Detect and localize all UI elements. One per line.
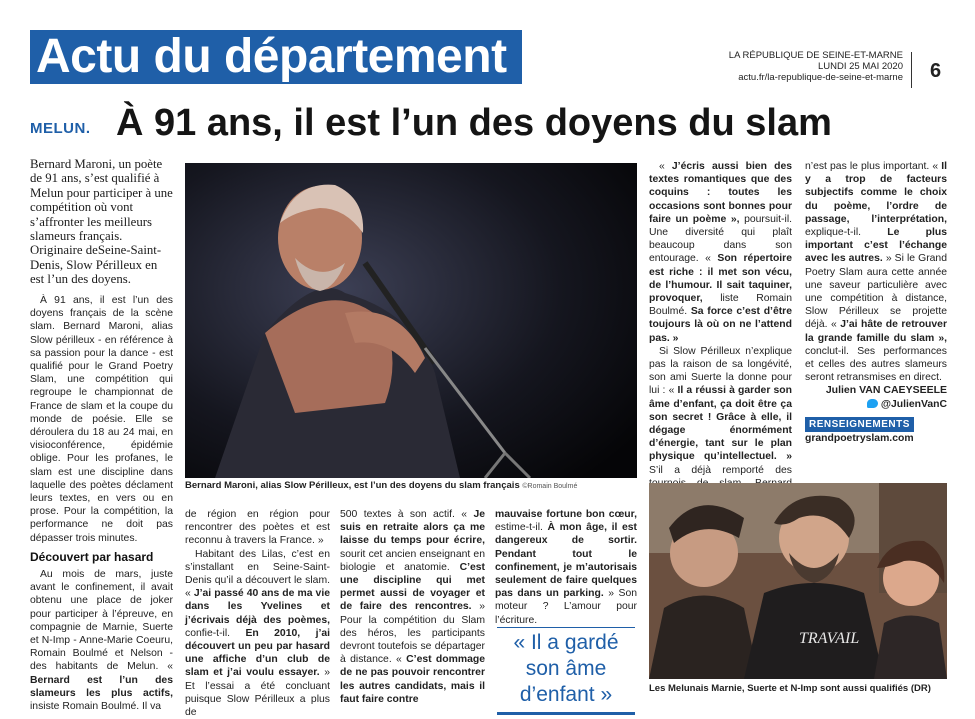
section-title: Actu du département bbox=[36, 30, 507, 83]
header-divider bbox=[911, 52, 912, 88]
slam-performer-image bbox=[185, 163, 637, 478]
subheading: Découvert par hasard bbox=[30, 549, 154, 564]
paragraph: Au mois de mars, juste avant le confinement, il avait obtenu une place de joker pour participer à l’épreuve, en compagnie de Marnie, Suerte et N-Imp - Anne-Marie Coeuru, Romain Boulmé et Nelson - des habitants de Melun. « Bernard est l’un des slameurs les plus actifs, insiste Romain Boulmé. Il va bbox=[30, 569, 173, 713]
group-photo-caption: Les Melunais Marnie, Suerte et N-Imp sont aussi qualifiés (DR) bbox=[649, 683, 931, 694]
paragraph: mauvaise fortune bon cœur, estime-t-il. À mon âge, il est dangereux de sortir. Pendant tout le confinement, je m’autorisais seulement de faire quelques pas dans un parking. » Son moteur ? L’amour pour l’écriture. bbox=[495, 509, 638, 626]
paragraph: 500 textes à son actif. « Je suis en retraite alors ça me laisse du temps pour écrire, sourit cet ancien enseignant en biologie et anatomie. C’est une discipline qui met permet aussi de voyager et de faire des rencontres. » Pour la compétition du Slam des héros, les participants devront toutefois se départager à distance. « C’est dommage de ne pas pouvoir rencontrer les autres candidats, mais il faut faire contre bbox=[340, 509, 486, 705]
paragraph: « J’écris aussi bien des textes romantiques que des coquins : toutes les occasions sont bonnes pour faire un poème », poursuit-il. Une diversité qui plaît beaucoup dans son entourage. « Son répertoire est riche : il met son vécu, de l’humour. Il sait taquiner, provoquer, liste Romain Boulmé. Sa force c’est d’être toujours là où on ne l’attend pas. » bbox=[649, 161, 793, 344]
info-label: RENSEIGNEMENTS bbox=[805, 417, 914, 432]
paragraph: n’est pas le plus important. « Il y a trop de facteurs subjectifs comme le choix du poème, l’ordre de passage, l’interprétation, explique-t-il. Le plus important c’est l’échange avec les autres. » Si le Grand Poetry Slam aura cette année une saveur particulière avec une compétition à distance, Slow Périlleux se projette déjà. « J’ai hâte de retrouver la grande famille du slam », conclut-il. Ses performances et celles des autres slameurs seront retransmises en direct. bbox=[805, 161, 948, 384]
paragraph: de région en région pour rencontrer des poètes et est reconnu à travers la France. » bbox=[185, 509, 330, 547]
column-1 bbox=[30, 294, 173, 713]
masthead bbox=[729, 50, 903, 83]
main-photo bbox=[185, 163, 637, 478]
article-kicker: MELUN. bbox=[30, 120, 91, 137]
author-twitter[interactable]: @JulienVanC bbox=[805, 398, 947, 411]
column-3 bbox=[649, 160, 792, 503]
page-number: 6 bbox=[930, 60, 942, 82]
pull-quote: « Il a gardé son âme d’enfant » bbox=[497, 627, 635, 715]
group-portrait-image bbox=[649, 483, 947, 679]
issue-date: LUNDI 25 MAI 2020 bbox=[817, 61, 903, 72]
photo-credit: ©Romain Boulmé bbox=[522, 483, 578, 490]
shirt-text: TRAVAIL bbox=[799, 630, 860, 647]
column-4 bbox=[805, 160, 947, 445]
twitter-bird-icon bbox=[867, 399, 878, 408]
author-name: Julien VAN CAEYSEELE bbox=[825, 384, 947, 397]
paragraph: Si Slow Périlleux n’explique pas la raison de sa longévité, son ami Suerte la donne pour lui : « Il a réussi à garder son âme d’enfant, ça doit être ça son secret ! Grâce à elle, il dégage énormément d’énergie, tant sur le plan physique qu’intellectuel. » S’il a déjà remporté des bbox=[649, 345, 792, 476]
column-2b bbox=[340, 508, 485, 706]
paragraph: Habitant des Lilas, c’est en s’installant en Seine-Saint-Denis qu’il a découvert le slam. « J’ai passé 40 ans de ma vie dans les Yvelines et j’écrivais déjà des poèmes, confie-t-il. En 2010, j’ai découvert un peu par hasard une affiche d’un club de slam et j’ai voulu essayer. » Et l’essai a été concluant puisque Slow Périlleux a plus de bbox=[185, 548, 331, 719]
group-photo bbox=[649, 483, 947, 679]
info-url[interactable]: grandpoetryslam.com bbox=[805, 433, 914, 445]
info-box bbox=[805, 417, 947, 445]
article-lede: Bernard Maroni, un poète de 91 ans, s’est qualifié à Melun pour participer à une compétition où vont s’affronter les meilleurs slameurs français. Originaire deSeine-Saint-Denis, Slow Périlleux en est l’un des doyens. bbox=[30, 157, 173, 287]
newspaper-name: LA RÉPUBLIQUE DE SEINE-ET-MARNE bbox=[728, 50, 903, 61]
paragraph: À 91 ans, il est l’un des doyens français de la scène slam. Bernard Maroni, alias Slow périlleux - en référence à sa passion pour la dance - est qualifié pour le Grand Poetry Slam, une compétition qui regroupe le championnat de France de slam et la coupe du monde de poésie. Elle se déroulera du 18 au 24 mai, en visioconférence, épidémie oblige. Pour les profanes, le slam est une discipline dans laquelle des poètes déclament leurs textes, en vers ou en prose. Pour la compétition, la performance ne doit pas dépasser trois minutes. bbox=[30, 295, 173, 544]
column-2c bbox=[495, 508, 637, 627]
newspaper-url: actu.fr/la-republique-de-seine-et-marne bbox=[738, 72, 903, 83]
article-headline: À 91 ans, il est l’un des doyens du slam bbox=[116, 102, 832, 144]
column-2a bbox=[185, 508, 330, 719]
photo-caption: Bernard Maroni, alias Slow Périlleux, est l’un des doyens du slam français ©Romain Boulmé bbox=[185, 480, 578, 491]
